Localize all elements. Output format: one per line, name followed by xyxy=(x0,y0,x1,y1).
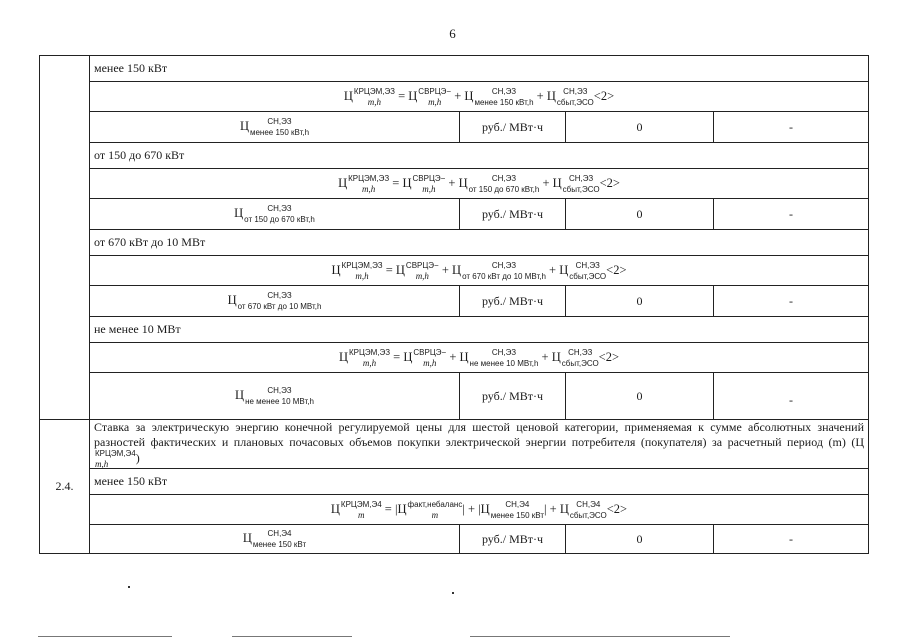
table-row xyxy=(40,112,869,143)
rate-symbol: Ц СН,ЭЗ от 150 до 670 кВт,h xyxy=(90,199,460,230)
table-row xyxy=(40,317,869,343)
table-row xyxy=(40,82,869,112)
table-row xyxy=(40,169,869,199)
category-label: от 670 кВт до 10 МВт xyxy=(90,230,869,256)
table-row xyxy=(40,230,869,256)
note: - xyxy=(714,286,869,317)
category-label: не менее 10 МВт xyxy=(90,317,869,343)
value: 0 xyxy=(566,373,714,420)
formula: Ц КРЦЭМ,ЭЗ m,h = Ц СВРЦЭ− m,h + Ц СН,ЭЗ менее 150 кВт,h + Ц СН,ЭЗ сбыт,ЭСО <2> xyxy=(90,82,869,112)
table-row xyxy=(40,56,869,82)
unit: руб./ МВт·ч xyxy=(460,286,566,317)
footer-rule xyxy=(38,636,172,637)
unit: руб./ МВт·ч xyxy=(460,199,566,230)
footer-rule xyxy=(232,636,352,637)
unit: руб./ МВт·ч xyxy=(460,373,566,420)
section-number: 2.4. xyxy=(40,420,90,554)
footer-rule xyxy=(470,636,730,637)
note: - xyxy=(714,112,869,143)
note: - xyxy=(714,525,869,554)
section-description: Ставка за электрическую энергию конечной регулируемой цены для шестой ценовой категории, применяемая к сумме абсолютных значений разностей фактических и плановых почасовых объемов покупки электрической энергии потребителя (покупателя) за расчетный период (m) (Ц КРЦЭМ,Э4 m,h ) xyxy=(90,420,869,469)
table-row xyxy=(40,199,869,230)
note: - xyxy=(714,199,869,230)
unit: руб./ МВт·ч xyxy=(460,525,566,554)
formula: Ц КРЦЭМ,ЭЗ m,h = Ц СВРЦЭ− m,h + Ц СН,ЭЗ от 150 до 670 кВт,h + Ц СН,ЭЗ сбыт,ЭСО <2> xyxy=(90,169,869,199)
table-row xyxy=(40,420,869,469)
table-row xyxy=(40,469,869,495)
value: 0 xyxy=(566,199,714,230)
note: - xyxy=(714,373,869,420)
value: 0 xyxy=(566,525,714,554)
table-row xyxy=(40,256,869,286)
category-label: от 150 до 670 кВт xyxy=(90,143,869,169)
table-row xyxy=(40,495,869,525)
scan-speck xyxy=(128,586,130,588)
formula: Ц КРЦЭМ,Э4 m = |Ц факт,небаланс m | + |Ц СН,Э4 менее 150 кВт | + Ц СН,Э4 сбыт,ЭСО <2> xyxy=(90,495,869,525)
table-row xyxy=(40,286,869,317)
unit: руб./ МВт·ч xyxy=(460,112,566,143)
table-row xyxy=(40,373,869,420)
category-label: менее 150 кВт xyxy=(90,56,869,82)
tariff-table xyxy=(39,55,869,554)
rate-symbol: Ц СН,ЭЗ от 670 кВт до 10 МВт,h xyxy=(90,286,460,317)
rate-symbol: Ц СН,ЭЗ не менее 10 МВт,h xyxy=(90,373,460,420)
scan-speck xyxy=(452,592,454,594)
rate-symbol: Ц СН,ЭЗ менее 150 кВт,h xyxy=(90,112,460,143)
blank-number-cell xyxy=(40,56,90,420)
formula: Ц КРЦЭМ,ЭЗ m,h = Ц СВРЦЭ− m,h + Ц СН,ЭЗ не менее 10 МВт,h + Ц СН,ЭЗ сбыт,ЭСО <2> xyxy=(90,343,869,373)
value: 0 xyxy=(566,286,714,317)
formula: Ц КРЦЭМ,ЭЗ m,h = Ц СВРЦЭ− m,h + Ц СН,ЭЗ от 670 кВт до 10 МВт,h + Ц СН,ЭЗ сбыт,ЭСО <2> xyxy=(90,256,869,286)
table-row xyxy=(40,343,869,373)
value: 0 xyxy=(566,112,714,143)
category-label: менее 150 кВт xyxy=(90,469,869,495)
page-number: 6 xyxy=(449,26,456,41)
rate-symbol: Ц СН,Э4 менее 150 кВт xyxy=(90,525,460,554)
table-row xyxy=(40,143,869,169)
table-row xyxy=(40,525,869,554)
